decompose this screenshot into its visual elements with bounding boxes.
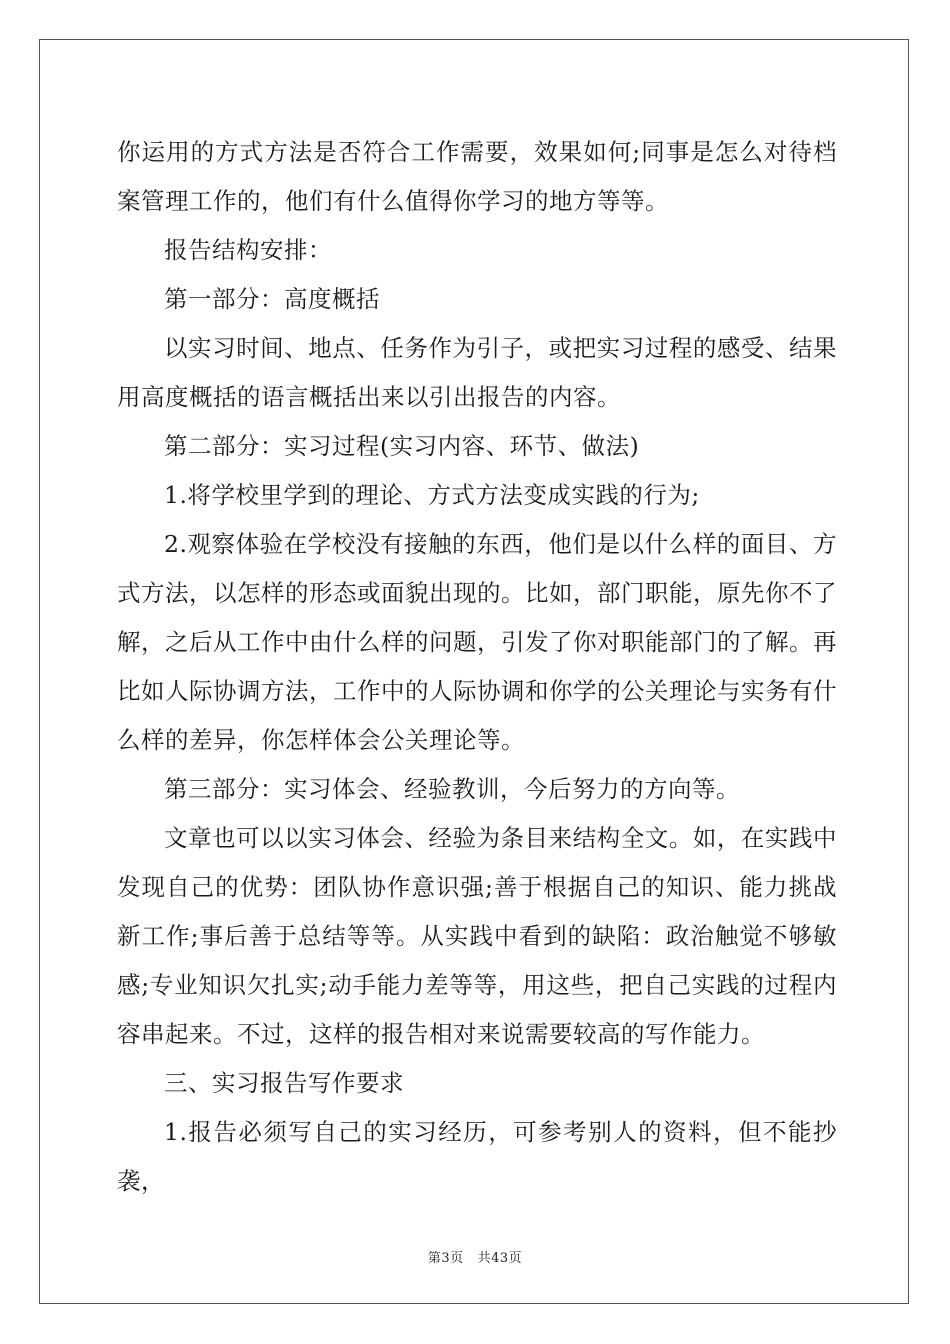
paragraph-3: 第一部分：高度概括 xyxy=(164,285,380,313)
page-footer xyxy=(0,1247,950,1266)
paragraph-9: 文章也可以以实习体会、经验为条目来结构全文。如，在实践中发现自己的优势：团队协作意识强;善于根据自己的知识、能力挑战新工作;事后善于总结等等。从实践中看到的缺陷：政治触觉不够敏感;专业知识欠扎实;动手能力差等等，用这些，把自己实践的过程内容串起来。不过，这样的报告相对来说需要较高的写作能力。 xyxy=(117,824,837,1048)
paragraph-10: 三、实习报告写作要求 xyxy=(164,1069,404,1097)
paragraph-4: 以实习时间、地点、任务作为引子，或把实习过程的感受、结果用高度概括的语言概括出来以引出报告的内容。 xyxy=(117,334,837,411)
paragraph-8: 第三部分：实习体会、经验教训，今后努力的方向等。 xyxy=(164,775,740,803)
paragraph-7: 2.观察体验在学校没有接触的东西，他们是以什么样的面目、方式方法，以怎样的形态或面貌出现的。比如，部门职能，原先你不了解，之后从工作中由什么样的问题，引发了你对职能部门的了解。再比如人际协调方法，工作中的人际协调和你学的公关理论与实务有什么样的差异，你怎样体会公关理论等。 xyxy=(117,530,837,754)
page-number: 第3页 xyxy=(427,1251,464,1266)
paragraph-1: 你运用的方式方法是否符合工作需要，效果如何;同事是怎么对待档案管理工作的，他们有什么值得你学习的地方等等。 xyxy=(117,138,837,215)
paragraph-5: 第二部分：实习过程(实习内容、环节、做法) xyxy=(164,432,640,460)
paragraph-6: 1.将学校里学到的理论、方式方法变成实践的行为; xyxy=(164,481,700,509)
paragraph-11: 1.报告必须写自己的实习经历，可参考别人的资料，但不能抄袭， xyxy=(117,1118,837,1195)
paragraph-2: 报告结构安排： xyxy=(164,236,332,264)
page-total: 共43页 xyxy=(477,1251,523,1266)
document-body xyxy=(117,128,837,1206)
